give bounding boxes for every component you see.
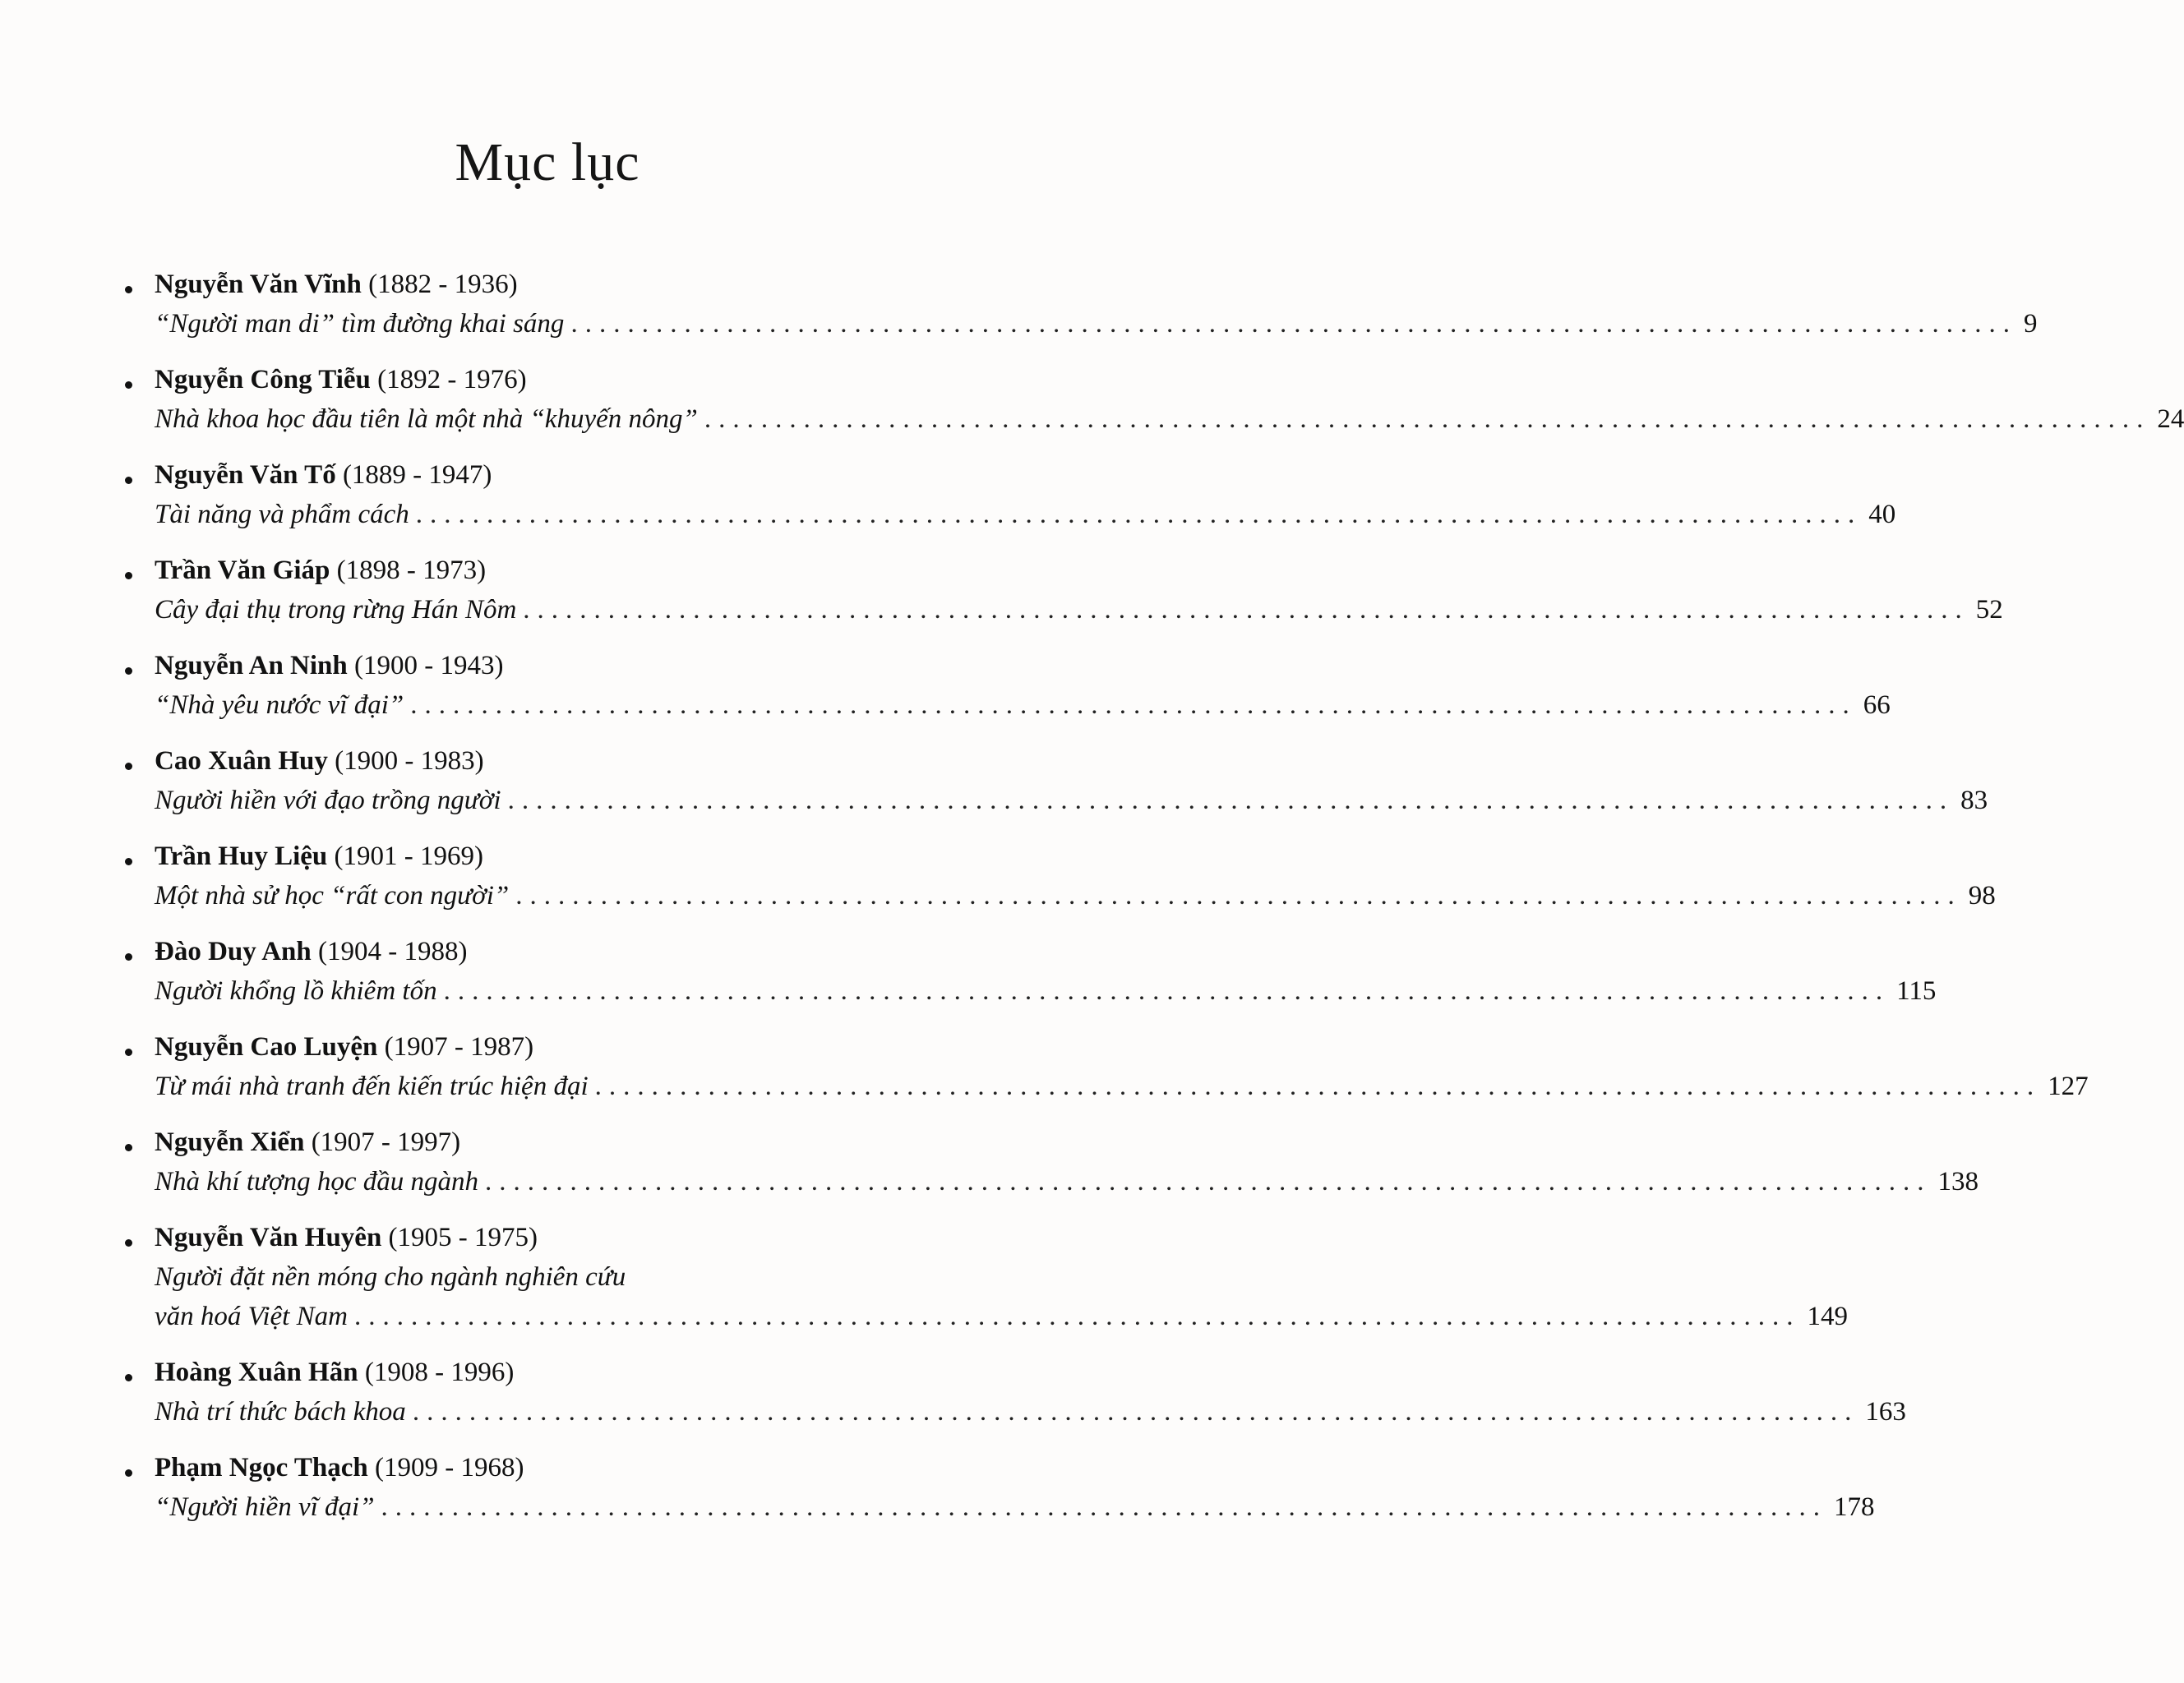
entry-subtitle: Nhà khoa học đầu tiên là một nhà “khuyến nông”	[155, 404, 698, 434]
entry-years: (1907 - 1987)	[384, 1032, 534, 1062]
entry-subtitle: Nhà trí thức bách khoa	[155, 1397, 406, 1427]
entry-years: (1882 - 1936)	[368, 270, 518, 299]
entry-name: Cao Xuân Huy	[155, 746, 328, 776]
entry-name: Đào Duy Anh	[155, 937, 312, 966]
dot-leader: ......................................................................................................	[353, 1302, 1801, 1331]
entry-years: (1901 - 1969)	[334, 842, 483, 871]
entry-name: Nguyễn Công Tiễu	[155, 365, 371, 394]
entry-subtitle: Người hiền với đạo trồng người	[155, 786, 501, 815]
bullet-icon	[125, 286, 132, 293]
toc-entry[interactable]	[122, 741, 1988, 820]
table-of-contents	[122, 265, 2184, 1543]
entry-page-number: 9	[2023, 309, 2038, 339]
entry-name: Nguyễn Xiển	[155, 1127, 305, 1157]
bullet-icon	[125, 953, 132, 961]
entry-name: Nguyễn Văn Vĩnh	[155, 270, 362, 299]
dot-leader: ......................................................................................................	[507, 786, 1955, 815]
entry-years: (1900 - 1983)	[335, 746, 484, 776]
entry-page-number: 24	[2157, 404, 2184, 434]
entry-name: Nguyễn Văn Huyên	[155, 1223, 382, 1252]
entry-page-number: 66	[1863, 690, 1891, 720]
toc-entry[interactable]	[122, 265, 2038, 344]
dot-leader: ......................................................................................................	[412, 1397, 1859, 1427]
entry-years: (1889 - 1947)	[342, 460, 492, 490]
entry-page-number: 163	[1865, 1397, 1906, 1427]
entry-years: (1900 - 1943)	[354, 651, 504, 680]
bullet-icon	[125, 1469, 132, 1477]
dot-leader: ......................................................................................................	[410, 690, 1857, 720]
toc-entry[interactable]	[122, 551, 2003, 629]
entry-page-number: 127	[2048, 1072, 2089, 1101]
dot-leader: ......................................................................................................	[570, 309, 2017, 339]
entry-years: (1905 - 1975)	[388, 1223, 538, 1252]
entry-page-number: 83	[1960, 786, 1988, 815]
entry-years: (1909 - 1968)	[375, 1453, 524, 1482]
entry-years: (1904 - 1988)	[317, 937, 468, 966]
dot-leader: ......................................................................................................	[594, 1072, 2042, 1101]
entry-page-number: 98	[1968, 881, 1996, 911]
entry-name: Trần Huy Liệu	[155, 842, 328, 871]
bullet-icon	[125, 1049, 132, 1056]
toc-entry[interactable]	[122, 932, 1937, 1011]
dot-leader: ......................................................................................................	[704, 404, 2151, 434]
entry-years: (1908 - 1996)	[364, 1358, 515, 1387]
entry-subtitle: “Người man di” tìm đường khai sáng	[155, 309, 565, 339]
entry-subtitle-line1: Người đặt nền móng cho ngành nghiên cứu	[155, 1262, 626, 1292]
entry-page-number: 138	[1937, 1167, 1979, 1197]
entry-subtitle: Một nhà sử học “rất con người”	[155, 881, 510, 911]
dot-leader: ......................................................................................................	[443, 976, 1891, 1006]
entry-page-number: 52	[1975, 595, 2003, 625]
bullet-icon	[125, 572, 132, 579]
toc-entry[interactable]	[122, 1027, 2089, 1106]
entry-subtitle: Từ mái nhà tranh đến kiến trúc hiện đại	[155, 1072, 589, 1101]
entry-years: (1907 - 1997)	[311, 1127, 461, 1157]
toc-entry[interactable]	[122, 1448, 1875, 1527]
entry-page-number: 178	[1834, 1492, 1875, 1522]
entry-subtitle: “Nhà yêu nước vĩ đại”	[155, 690, 404, 720]
entry-page-number: 115	[1896, 976, 1937, 1006]
bullet-icon	[125, 858, 132, 865]
dot-leader: ......................................................................................................	[523, 595, 1969, 625]
entry-subtitle: Người khổng lồ khiêm tốn	[155, 976, 437, 1006]
entry-subtitle: văn hoá Việt Nam	[155, 1302, 348, 1331]
bullet-icon	[125, 477, 132, 484]
toc-entry[interactable]	[122, 1218, 1848, 1336]
bullet-icon	[125, 1239, 132, 1247]
dot-leader: ......................................................................................................	[515, 881, 1962, 911]
entry-page-number: 149	[1807, 1302, 1848, 1331]
entry-years: (1892 - 1976)	[377, 365, 527, 394]
toc-entry[interactable]	[122, 360, 2184, 439]
toc-entry[interactable]	[122, 837, 1996, 915]
bullet-icon	[125, 763, 132, 770]
bullet-icon	[125, 667, 132, 675]
entry-name: Hoàng Xuân Hãn	[155, 1358, 358, 1387]
entry-subtitle: Nhà khí tượng học đầu ngành	[155, 1167, 479, 1197]
bullet-icon	[125, 381, 132, 389]
entry-name: Phạm Ngọc Thạch	[155, 1453, 368, 1482]
dot-leader: ......................................................................................................	[485, 1167, 1932, 1197]
dot-leader: ......................................................................................................	[415, 500, 1863, 529]
toc-entry[interactable]	[122, 1353, 1906, 1432]
bullet-icon	[125, 1144, 132, 1151]
entry-name: Nguyễn An Ninh	[155, 651, 348, 680]
entry-subtitle: Tài năng và phẩm cách	[155, 500, 409, 529]
entry-name: Nguyễn Cao Luyện	[155, 1032, 378, 1062]
entry-subtitle: Cây đại thụ trong rừng Hán Nôm	[155, 595, 517, 625]
entry-subtitle: “Người hiền vĩ đại”	[155, 1492, 375, 1522]
toc-entry[interactable]	[122, 1123, 1979, 1201]
toc-entry[interactable]	[122, 646, 1891, 725]
bullet-icon	[125, 1374, 132, 1381]
entry-name: Trần Văn Giáp	[155, 556, 330, 585]
dot-leader: ......................................................................................................	[381, 1492, 1828, 1522]
entry-years: (1898 - 1973)	[336, 556, 487, 585]
page-title: Mục lục	[455, 132, 640, 192]
toc-entry[interactable]	[122, 455, 1896, 534]
entry-name: Nguyễn Văn Tố	[155, 460, 336, 490]
entry-page-number: 40	[1868, 500, 1896, 529]
